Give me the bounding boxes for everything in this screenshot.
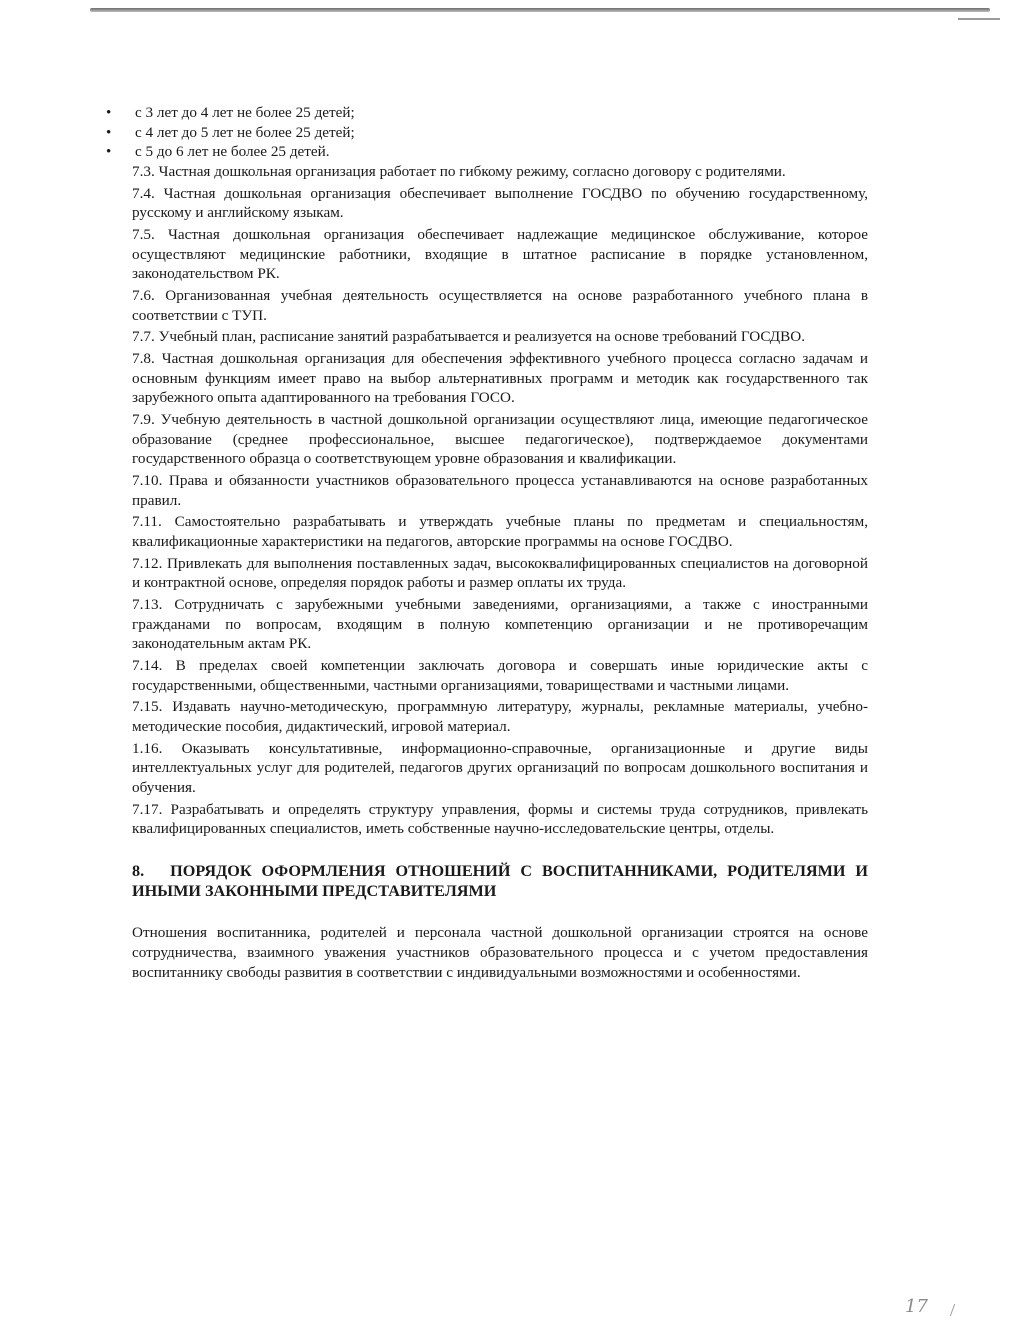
clause-7-8: 7.8. Частная дошкольная организация для обеспечения эффективного учебного процесса согласно задачам и основным функциям имеет право на выбор альтернативных программ и методик как государственного так зарубежного опыта адаптированного на требования ГОСО. bbox=[132, 350, 868, 407]
scan-edge-mark bbox=[958, 18, 1000, 20]
clause-7-4: 7.4. Частная дошкольная организация обеспечивает выполнение ГОСДВО по обучению государственному, русскому и английскому языкам. bbox=[132, 184, 868, 222]
clause-7-10: 7.10. Права и обязанности участников образовательного процесса устанавливаются на основе разработанных правил. bbox=[132, 472, 868, 509]
bullet-icon: • bbox=[106, 104, 112, 121]
list-item bbox=[106, 103, 868, 123]
scan-edge-shadow bbox=[90, 8, 990, 12]
clause-7-13: 7.13. Сотрудничать с зарубежными учебными заведениями, организациями, а также с иностранными гражданами по вопросам, входящим в полную компетенцию организации и не противоречащим законодательным актам РК. bbox=[132, 596, 868, 653]
age-group-list bbox=[106, 103, 868, 162]
page-number: 17 bbox=[905, 1296, 928, 1317]
clause-7-6: 7.6. Организованная учебная деятельность осуществляется на основе разработанного учебного плана в соответствии с ТУП. bbox=[132, 286, 868, 324]
section-paragraph: Отношения воспитанника, родителей и персонала частной дошкольной организации строятся на основе сотрудничества, взаимного уважения участников образовательного процесса и с учетом предоставления воспитаннику свободы развития в соответствии с индивидуальными возможностями и особенностями. bbox=[132, 924, 868, 981]
list-item bbox=[106, 142, 868, 162]
clause-7-17: 7.17. Разрабатывать и определять структуру управления, формы и системы труда сотрудников, привлекать квалифицированных специалистов, иметь собственные научно-исследовательские центры, отделы. bbox=[132, 800, 868, 838]
clause-7-14: 7.14. В пределах своей компетенции заключать договора и совершать иные юридические акты с государственными, общественными, частными организациями, товариществами и частными лицами. bbox=[132, 657, 868, 694]
clause-7-9: 7.9. Учебную деятельность в частной дошкольной организации осуществляют лица, имеющие педагогическое образование (среднее профессиональное, высшее педагогическое), подтверждаемое документами государственного образца о соответствующем уровне образования и квалификации. bbox=[132, 411, 868, 468]
section-heading bbox=[132, 861, 868, 901]
list-item-text: с 5 до 6 лет не более 25 детей. bbox=[135, 143, 330, 161]
document-page bbox=[106, 103, 868, 982]
clause-7-15: 7.15. Издавать научно-методическую, программную литературу, журналы, рекламные материалы, учебно-методические пособия, дидактический, игровой материал. bbox=[132, 698, 868, 736]
list-item-text: с 3 лет до 4 лет не более 25 детей; bbox=[135, 104, 355, 121]
clause-1-16: 1.16. Оказывать консультативные, информационно-справочные, организационные и другие виды интеллектуальных услуг для родителей, педагогов других организаций по вопросам дошкольного воспитания и обучения. bbox=[132, 739, 868, 797]
section-title: ПОРЯДОК ОФОРМЛЕНИЯ ОТНОШЕНИЙ С ВОСПИТАННИКАМИ, РОДИТЕЛЯМИ И ИНЫМИ ЗАКОННЫМИ ПРЕДСТАВИТЕЛЯМИ bbox=[132, 862, 868, 900]
clause-7-11: 7.11. Самостоятельно разрабатывать и утверждать учебные планы по предметам и специальностям, квалификационные характеристики на педагогов, авторские программы на основе ГОСДВО. bbox=[132, 513, 868, 550]
bullet-icon: • bbox=[106, 143, 112, 161]
list-item bbox=[106, 123, 868, 143]
clause-7-3: 7.3. Частная дошкольная организация работает по гибкому режиму, согласно договору с родителями. bbox=[132, 162, 786, 180]
clause-7-12: 7.12. Привлекать для выполнения поставленных задач, высококвалифицированных специалистов на договорной и контрактной основе, определяя порядок работы и размер оплаты их труда. bbox=[132, 554, 868, 592]
clause-7-5: 7.5. Частная дошкольная организация обеспечивает надлежащие медицинское обслуживание, которое осуществляют медицинские работники, входящие в штатное расписание в порядке установленном, законодательством РК. bbox=[132, 225, 868, 283]
clause-7-7: 7.7. Учебный план, расписание занятий разрабатывается и реализуется на основе требований ГОСДВО. bbox=[132, 328, 806, 346]
section-number: 8. bbox=[132, 862, 145, 880]
handwritten-mark bbox=[950, 1304, 965, 1316]
list-item-text: с 4 лет до 5 лет не более 25 детей; bbox=[135, 123, 355, 141]
bullet-icon: • bbox=[106, 123, 112, 141]
